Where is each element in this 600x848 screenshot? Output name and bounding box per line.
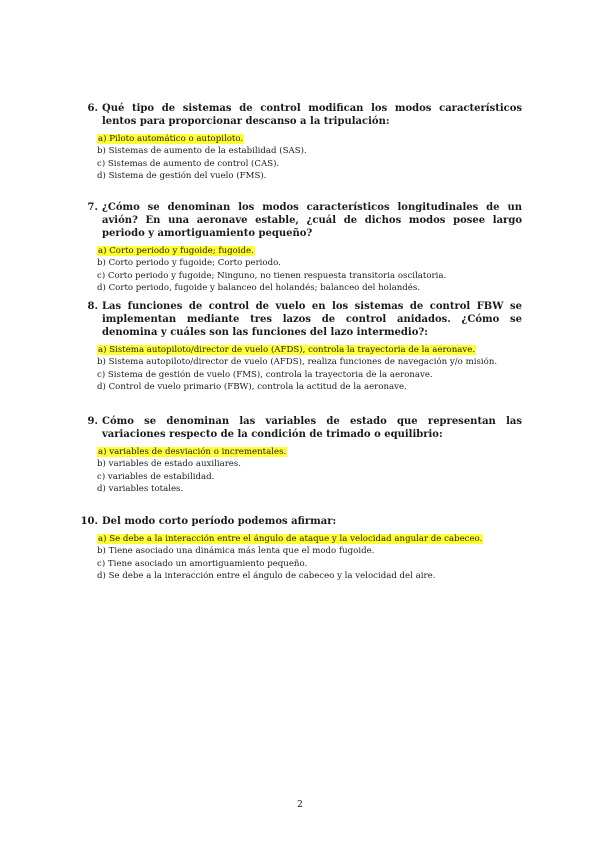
highlighted-answer: a) Piloto automático o autopiloto.: [98, 134, 244, 144]
answer-options: [97, 133, 522, 183]
answer-option: [97, 533, 522, 545]
question-9: [78, 415, 522, 496]
answer-option: c) Corto periodo y fugoide; Ninguno, no tienen respuesta transitoria oscilatoria.: [97, 270, 447, 281]
page-number: 2: [297, 800, 303, 810]
answer-options: [97, 344, 522, 394]
question-number: 7.: [87, 202, 98, 213]
answer-option: c) variables de estabilidad.: [97, 471, 215, 482]
answer-options: [97, 533, 522, 583]
answer-option: [97, 344, 522, 356]
answer-option: b) Sistema autopiloto/director de vuelo (AFDS), realiza funciones de navegación y/o misión.: [97, 357, 498, 368]
answer-option: b) variables de estado auxiliares.: [97, 459, 242, 470]
highlighted-answer: a) variables de desviación o incrementales.: [98, 447, 287, 457]
answer-option: b) Sistemas de aumento de la estabilidad (SAS).: [97, 146, 307, 157]
answer-option: b) Tiene asociado una dinámica más lenta que el modo fugoide.: [97, 546, 375, 557]
answer-option: c) Sistema de gestión de vuelo (FMS), controla la trayectoria de la aeronave.: [97, 369, 433, 380]
question-text: Del modo corto período podemos afirmar:: [102, 516, 337, 527]
question-8: [78, 300, 522, 394]
highlighted-answer: a) Corto periodo y fugoide; fugoide.: [98, 246, 254, 256]
answer-option: [97, 245, 522, 257]
answer-options: [97, 245, 522, 295]
highlighted-answer: a) Sistema autopiloto/director de vuelo (AFDS), controla la trayectoria de la aeronave.: [98, 345, 476, 355]
question-number: 9.: [87, 416, 98, 427]
question-text: Las funciones de control de vuelo en los sistemas de control FBW se implementan mediante tres lazos de control anidados. ¿Cómo se denomina y cuáles son las funciones del lazo intermedio?:: [102, 301, 522, 338]
answer-options: [97, 446, 522, 496]
question-text: ¿Cómo se denominan los modos característicos longitudinales de un avión? En una aeronave estable, ¿cuál de dichos modos posee largo periodo y amortiguamiento pequeño?: [102, 202, 522, 239]
answer-option: [97, 133, 522, 145]
answer-option: d) Sistema de gestión del vuelo (FMS).: [97, 171, 267, 182]
question-text: Cómo se denominan las variables de estado que representan las variaciones respecto de la condición de trimado o equilibrio:: [102, 416, 522, 440]
question-number: 10.: [80, 516, 98, 527]
answer-option: c) Sistemas de aumento de control (CAS).: [97, 158, 280, 169]
answer-option: d) variables totales.: [97, 484, 184, 495]
answer-option: c) Tiene asociado un amortiguamiento pequeño.: [97, 558, 308, 569]
question-10: [78, 515, 522, 583]
question-text: Qué tipo de sistemas de control modifican los modos característicos lentos para proporcionar descanso a la tripulación:: [102, 103, 522, 127]
answer-option: b) Corto periodo y fugoide; Corto periodo.: [97, 258, 281, 269]
answer-option: [97, 446, 522, 458]
answer-option: d) Control de vuelo primario (FBW), controla la actitud de la aeronave.: [97, 382, 407, 393]
highlighted-answer: a) Se debe a la interacción entre el ángulo de ataque y la velocidad angular de cabeceo.: [98, 534, 483, 544]
question-6: [78, 102, 522, 183]
question-7: [78, 201, 522, 295]
answer-option: d) Corto periodo, fugoide y balanceo del holandés; balanceo del holandés.: [97, 283, 420, 294]
question-number: 8.: [87, 301, 98, 312]
question-number: 6.: [87, 103, 98, 114]
answer-option: d) Se debe a la interacción entre el ángulo de cabeceo y la velocidad del aire.: [97, 571, 436, 582]
